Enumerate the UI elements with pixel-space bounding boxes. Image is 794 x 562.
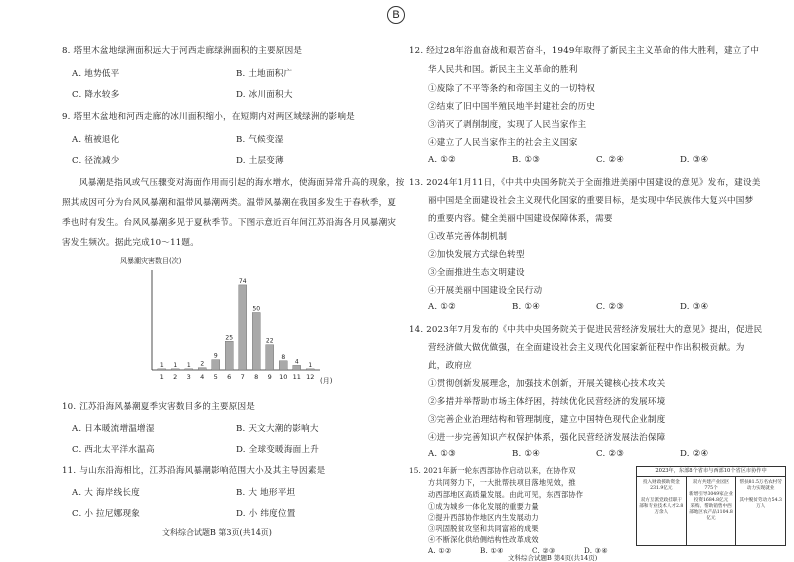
q15-item-2: ②提升西部协作地区内生发展动力 <box>428 513 539 522</box>
q8-option-d: D. 冰川面积大 <box>236 90 293 100</box>
chart-tick-11: 11 <box>292 373 301 381</box>
chart-bar-6 <box>225 341 233 370</box>
q15-table-title: 2023年，东部8个省市与西部10个省区市协作中 <box>637 467 785 477</box>
chart-bar-12 <box>306 369 314 370</box>
paper-version-mark: B <box>387 6 405 24</box>
q13-item-4: ④开展美丽中国建设全民行动 <box>428 286 543 296</box>
q13-stem-line-3: 的重要内容。健全美丽中国建设保障体系，需要 <box>428 214 613 224</box>
q14-option-a: A. ①③ <box>428 449 457 459</box>
q12-option-d: D. ③④ <box>680 155 709 165</box>
chart-bar-10 <box>279 361 287 370</box>
q11-option-b: B. 大 地形平坦 <box>236 488 296 498</box>
chart-tick-4: 4 <box>200 373 205 381</box>
q11-stem: 11. 与山东沿海相比，江苏沿海风暴潮影响范围大小及其主导因素是 <box>62 466 326 476</box>
q9-option-b: B. 气候变湿 <box>236 135 284 145</box>
chart-data-label-8: 50 <box>252 305 261 313</box>
q12-option-c: C. ②④ <box>596 155 625 165</box>
q10-option-d: D. 全球变暖海面上升 <box>236 445 319 455</box>
chart-bar-1 <box>158 369 166 370</box>
q15-table-cell-2: 双方共建产业园区775个 新增引导3049家企业投资1684.8亿元 采购、帮助销售中西部地区农产品1104.8亿元 <box>687 477 737 545</box>
q12-stem-line-1: 12. 经过28年浴血奋战和艰苦奋斗，1949年取得了新民主主义革命的伟大胜利，建立了中 <box>409 46 760 56</box>
chart-data-label-1: 1 <box>159 361 164 369</box>
chart-data-label-10: 8 <box>281 353 286 361</box>
q15-data-table <box>636 466 786 546</box>
passage-line-2: 照其成因可分为台风风暴潮和温带风暴潮两类。温带风暴潮在我国多发生于春秋季，夏 <box>62 198 397 208</box>
q8-option-a: A. 地势低平 <box>72 69 120 79</box>
q13-option-d: D. ③④ <box>680 302 709 312</box>
q8-stem: 8. 塔里木盆地绿洲面积远大于河西走廊绿洲面积的主要原因是 <box>62 46 303 56</box>
q12-stem-line-2: 华人民共和国。新民主主义革命的胜利 <box>428 65 578 75</box>
chart-tick-7: 7 <box>240 373 245 381</box>
chart-axes <box>152 270 320 370</box>
q15-table-cell-1: 投入财政援助资金231.9亿元 双方互派党政挂职干部和专业技术人才2.8万余人 <box>637 477 687 545</box>
chart-tick-6: 6 <box>227 373 232 381</box>
q14-stem-line-2: 营经济做大做优做强，在全面建设社会主义现代化国家新征程中作出积极贡献。为 <box>428 343 745 353</box>
q14-option-d: D. ②④ <box>680 449 709 459</box>
q13-stem-line-1: 13. 2024年1月11日，《中共中央国务院关于全面推进美丽中国建设的意见》发布，建设美 <box>409 178 761 188</box>
q13-stem-line-2: 丽中国是全面建设社会主义现代化国家的重要目标，是实现中华民族伟大复兴中国梦 <box>428 196 754 206</box>
storm-surge-chart <box>120 252 345 392</box>
q9-option-a: A. 植被退化 <box>72 135 120 145</box>
q14-item-2: ②多措并举帮助市场主体纾困，持续优化民营经济的发展环境 <box>428 397 666 407</box>
q13-item-1: ①改革完善体制机制 <box>428 232 508 242</box>
q15-item-3: ③巩固脱贫攻坚和共同富裕的成果 <box>428 524 539 533</box>
q10-option-a: A. 日本暖流增温增湿 <box>72 424 155 434</box>
q15-table-cell-3: 帮扶81.5万名农村劳动力实现就业 其中脱贫劳动力54.3万人 <box>739 480 782 509</box>
q14-stem-line-3: 此，政府应 <box>428 361 472 371</box>
q13-option-a: A. ①② <box>428 302 457 312</box>
chart-data-label-11: 4 <box>294 358 299 366</box>
q15-option-b: B. ①④ <box>480 546 504 555</box>
q11-option-a: A. 大 海岸线长度 <box>72 488 140 498</box>
left-page-footer: 文科综合试题B 第3页(共14页) <box>162 528 272 537</box>
chart-bar-2 <box>171 369 179 370</box>
chart-tick-10: 10 <box>279 373 288 381</box>
chart-data-label-5: 9 <box>213 352 218 360</box>
chart-bar-3 <box>185 369 193 370</box>
chart-tick-12: 12 <box>306 373 315 381</box>
q14-item-3: ③完善企业治理结构和管理制度，建立中国特色现代企业制度 <box>428 415 666 425</box>
q15-table-cells <box>637 477 785 545</box>
q12-item-4: ④建立了人民当家作主的社会主义国家 <box>428 138 578 148</box>
q15-item-1: ①成为城乡一体化发展的重要力量 <box>428 502 539 511</box>
q15-stem-line-3: 动西部地区高质量发展。由此可见，东西部协作 <box>428 490 584 499</box>
chart-data-label-7: 74 <box>238 277 247 285</box>
q8-option-b: B. 土地面积广 <box>236 69 293 79</box>
chart-bar-8 <box>252 313 260 371</box>
chart-tick-8: 8 <box>254 373 259 381</box>
passage-line-4: 害发生频次。据此完成10～11题。 <box>62 238 199 248</box>
passage-line-3: 季也时有发生。台风风暴潮多见于夏秋季节。下图示意近百年间江苏沿海各月风暴潮灾 <box>62 218 397 228</box>
q14-option-b: B. ①④ <box>512 449 541 459</box>
q14-stem-line-1: 14. 2023年7月发布的《中共中央国务院关于促进民营经济发展壮大的意见》提出，促进民 <box>409 325 763 335</box>
q11-option-d: D. 小 纬度位置 <box>236 509 296 519</box>
right-page-footer: 文科综合试题B 第4页(共14页) <box>508 554 598 562</box>
chart-data-label-9: 22 <box>265 337 274 345</box>
chart-tick-9: 9 <box>267 373 272 381</box>
q12-option-a: A. ①② <box>428 155 457 165</box>
q12-option-b: B. ①③ <box>512 155 541 165</box>
chart-data-label-3: 1 <box>186 361 191 369</box>
q13-option-b: B. ①④ <box>512 302 541 312</box>
q13-item-3: ③全面推进生态文明建设 <box>428 268 525 278</box>
q10-option-c: C. 西北太平洋水温高 <box>72 445 155 455</box>
q10-stem: 10. 江苏沿海风暴潮夏季灾害数目多的主要原因是 <box>62 402 256 412</box>
chart-bar-7 <box>239 285 247 370</box>
q12-item-3: ③消灭了剥削制度，实现了人民当家作主 <box>428 120 587 130</box>
chart-tick-5: 5 <box>213 373 218 381</box>
q15-stem-line-1: 15. 2021年新一轮东西部协作启动以来，在协作双 <box>409 466 576 475</box>
q11-option-c: C. 小 拉尼娜现象 <box>72 509 141 519</box>
q13-option-c: C. ②③ <box>596 302 625 312</box>
q9-option-d: D. 土层变薄 <box>236 156 284 166</box>
q14-item-1: ①贯彻创新发展理念，加强技术创新，开展关键核心技术攻关 <box>428 379 666 389</box>
q13-item-2: ②加快发展方式绿色转型 <box>428 250 525 260</box>
q15-option-c: C. ②③ <box>532 546 556 555</box>
q14-option-c: C. ②③ <box>596 449 625 459</box>
chart-xlabel-unit: (月) <box>320 377 333 385</box>
chart-bar-4 <box>198 368 206 370</box>
chart-bar-5 <box>212 360 220 370</box>
q15-option-a: A. ①② <box>428 546 452 555</box>
q12-item-1: ①废除了不平等条约和帝国主义的一切特权 <box>428 84 596 94</box>
chart-tick-3: 3 <box>186 373 191 381</box>
chart-ylabel: 风暴潮灾害数目(次) <box>120 257 182 265</box>
chart-data-label-6: 25 <box>225 334 234 342</box>
chart-data-label-2: 1 <box>173 361 178 369</box>
chart-tick-2: 2 <box>173 373 178 381</box>
q8-option-c: C. 降水较多 <box>72 90 120 100</box>
q15-item-4: ④不断深化供给侧结构性改革成效 <box>428 535 539 544</box>
q10-option-b: B. 天文大潮的影响大 <box>236 424 319 434</box>
chart-bar-11 <box>293 365 301 370</box>
q15-stem-line-2: 方共同努力下，一大批帮扶项目落地见效，推 <box>428 478 576 487</box>
passage-line-1: 风暴潮是指风或气压骤变对海面作用而引起的海水增水，使海面异常升高的现象，按 <box>79 178 405 188</box>
chart-tick-labels <box>160 373 315 381</box>
q14-item-4: ④进一步完善知识产权保护体系，强化民营经济发展法治保障 <box>428 433 666 443</box>
chart-bar-9 <box>266 345 274 370</box>
q9-option-c: C. 径流减少 <box>72 156 120 166</box>
chart-data-label-12: 1 <box>308 361 313 369</box>
chart-data-labels <box>160 278 313 369</box>
chart-bars <box>158 285 315 370</box>
chart-data-label-4: 2 <box>200 360 205 368</box>
q15-option-d: D. ③④ <box>584 546 608 555</box>
chart-tick-1: 1 <box>159 373 164 381</box>
q12-item-2: ②结束了旧中国半殖民地半封建社会的历史 <box>428 102 596 112</box>
q9-stem: 9. 塔里木盆地和河西走廊的冰川面积缩小，在短期内对两区域绿洲的影响是 <box>62 112 355 122</box>
